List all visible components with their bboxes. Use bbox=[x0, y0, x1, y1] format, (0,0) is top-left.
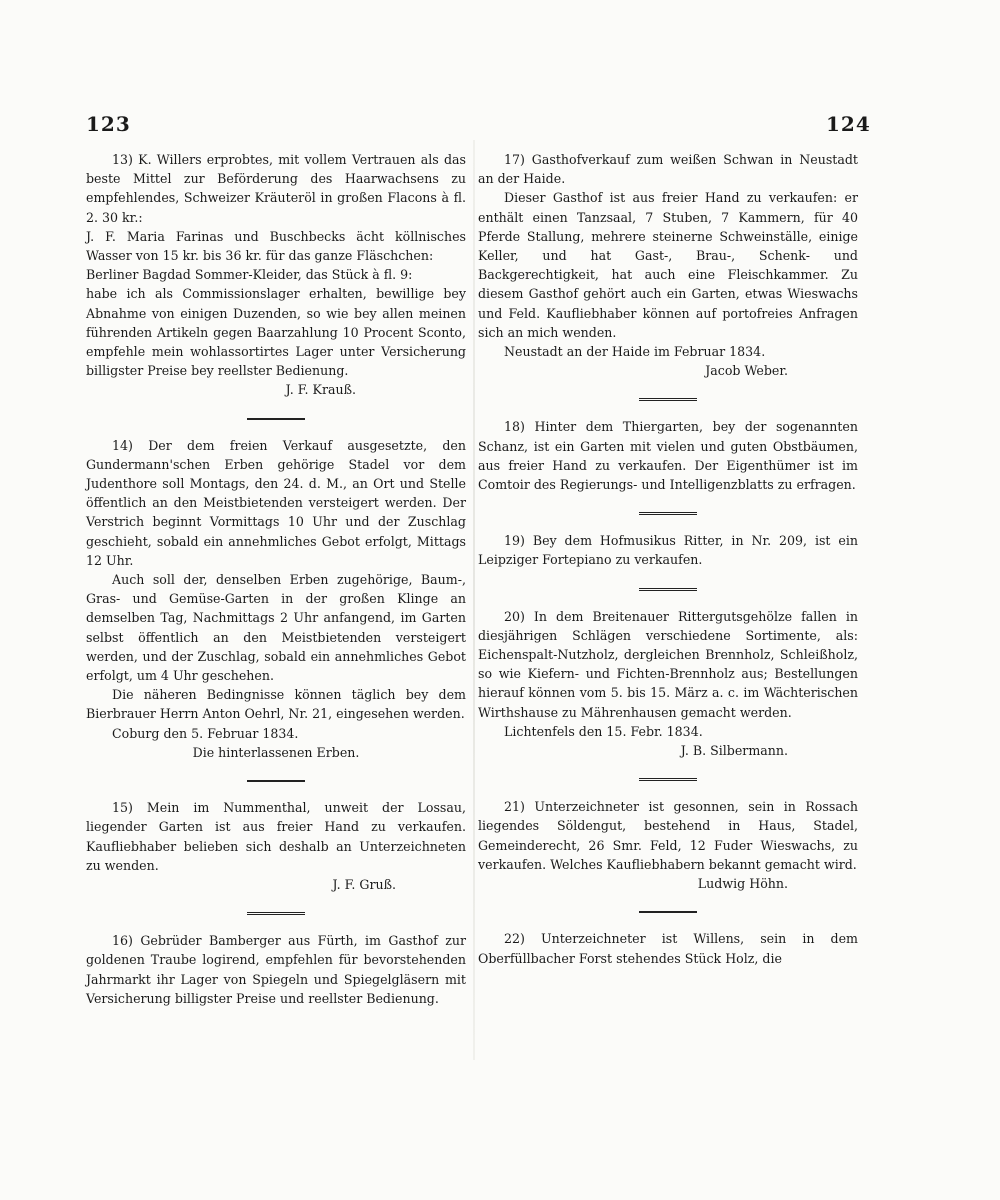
ad-signature: Die hinterlassenen Erben. bbox=[192, 744, 360, 760]
ad-signature: J. B. Silbermann. bbox=[680, 743, 788, 759]
ad-text: 21) Unterzeichneter ist gesonnen, sein in Rossach liegendes Söldengut, bestehend in Haus, Stadel, Gemeinderecht, 26 Smr. Feld, 12 Fuder Wieswachs, zu verkaufen. Welches Kaufliebhabern bekannt gemacht wird. bbox=[478, 799, 858, 872]
ad-text: 20) In dem Breitenauer Rittergutsgehölze fallen in diesjährigen Schlägen verschiedene Sortimente, als: Eichenspalt-Nutzholz, dergleichen Brennholz, Schleißholz, so wie Kiefern- und Fichten-Brennholz aus; Bestellungen hierauf können vom 5. bis 15. März a. c. im Wächterischen Wirthshause zu Mährenhausen gemacht werden. bbox=[478, 608, 858, 720]
ad-signature: Jacob Weber. bbox=[705, 363, 788, 379]
advertisement-20 bbox=[478, 607, 858, 761]
page-number-left: 123 bbox=[86, 112, 131, 136]
separator-rule bbox=[247, 912, 305, 915]
separator-rule bbox=[639, 398, 697, 401]
separator-rule bbox=[639, 512, 697, 515]
advertisement-19 bbox=[478, 531, 858, 569]
ad-text: 14) Der dem freien Verkauf ausgesetzte, den Gundermann'schen Erben gehörige Stadel vor dem Judenthore soll Montags, den 24. d. M., an Ort und Stelle öffentlich an den Meistbietenden versteigert werden. Der Verstrich beginnt Vormittags 10 Uhr und der Zuschlag geschieht, sobald ein annehmliches Gebot erfolgt, Mittags 12 Uhr. bbox=[86, 437, 466, 568]
separator-rule bbox=[639, 911, 697, 913]
ad-text: habe ich als Commissionslager erhalten, bewillige bey Abnahme von einigen Duzenden, so wie bey allen meinen führenden Artikeln gegen Baarzahlung 10 Procent Sconto, empfehle mein wohlassortirtes Lager unter Versicherung billigster Preise bey reellster Bedienung. bbox=[86, 286, 466, 379]
ad-text: 22) Unterzeichneter ist Willens, sein in dem Oberfüllbacher Forst stehendes Stück Holz, die bbox=[478, 931, 858, 966]
right-column bbox=[478, 150, 858, 968]
left-column bbox=[86, 150, 466, 1008]
ad-signature: Ludwig Höhn. bbox=[697, 876, 788, 892]
ad-text: J. F. Maria Farinas und Buschbecks ächt köllnisches Wasser von 15 kr. bis 36 kr. für das ganze Fläschchen: bbox=[86, 228, 466, 264]
advertisement-18 bbox=[478, 417, 858, 494]
ad-signature: J. F. Gruß. bbox=[332, 876, 396, 892]
ad-text: Die näheren Bedingnisse können täglich bey dem Bierbrauer Herrn Anton Oehrl, Nr. 21, eingesehen werden. bbox=[86, 687, 466, 722]
ad-text: Berliner Bagdad Sommer-Kleider, das Stück à fl. 9: bbox=[86, 267, 413, 283]
ad-heading: 17) Gasthofverkauf zum weißen Schwan in Neustadt an der Haide. bbox=[478, 152, 858, 187]
ad-text: 13) K. Willers erprobtes, mit vollem Vertrauen als das beste Mittel zur Beförderung des Haarwachsens zu empfehlendes, Schweizer Kräuteröl in großen Flacons à fl. 2. 30 kr.: bbox=[86, 152, 466, 225]
separator-rule bbox=[247, 780, 305, 782]
ad-place-date: Coburg den 5. Februar 1834. bbox=[112, 725, 299, 741]
advertisement-22 bbox=[478, 929, 858, 967]
page-fold-shadow bbox=[473, 140, 475, 1060]
advertisement-15 bbox=[86, 798, 466, 894]
ad-text: Dieser Gasthof ist aus freier Hand zu verkaufen: er enthält einen Tanzsaal, 7 Stuben, 7 Kammern, für 40 Pferde Stallung, mehrere steinerne Schweinställe, einige Keller, und hat Gast-, Brau-, Schenk- und Backgerechtigkeit, hat auch eine Fleischkammer. Zu diesem Gasthof gehört auch ein Garten, etwas Wieswachs und Feld. Kaufliebhaber können auf portofreies Anfragen sich an mich wenden. bbox=[478, 190, 858, 340]
separator-rule bbox=[639, 778, 697, 781]
ad-place-date: Lichtenfels den 15. Febr. 1834. bbox=[504, 723, 703, 739]
ad-text: 15) Mein im Nummenthal, unweit der Lossau, liegender Garten ist aus freier Hand zu verkaufen. Kaufliebhaber belieben sich deshalb an Unterzeichneten zu wenden. bbox=[86, 800, 466, 873]
page-number-right: 124 bbox=[826, 112, 871, 136]
ad-signature: J. F. Krauß. bbox=[285, 382, 356, 398]
ad-text: 16) Gebrüder Bamberger aus Fürth, im Gasthof zur goldenen Traube logirend, empfehlen für bevorstehenden Jahrmarkt ihr Lager von Spiegeln und Spiegelgläsern mit Versicherung billigster Preise und reellster Bedienung. bbox=[86, 933, 466, 1006]
ad-text: 19) Bey dem Hofmusikus Ritter, in Nr. 209, ist ein Leipziger Fortepiano zu verkaufen. bbox=[478, 533, 858, 568]
advertisement-21 bbox=[478, 797, 858, 893]
ad-text: Auch soll der, denselben Erben zugehörige, Baum-, Gras- und Gemüse-Garten in der großen Klinge an demselben Tag, Nachmittags 2 Uhr anfangend, im Garten selbst öffentlich an den Meistbietenden versteigert werden, und der Zuschlag, sobald ein annehmliches Gebot erfolgt, um 4 Uhr geschehen. bbox=[86, 572, 466, 684]
ad-place-date: Neustadt an der Haide im Februar 1834. bbox=[504, 344, 766, 360]
ad-text: 18) Hinter dem Thiergarten, bey der sogenannten Schanz, ist ein Garten mit vielen und guten Obstbäumen, aus freier Hand zu verkaufen. Der Eigenthümer ist im Comtoir des Regierungs- und Intelligenzblatts zu erfragen. bbox=[478, 419, 858, 493]
advertisement-14 bbox=[86, 436, 466, 762]
advertisement-17 bbox=[478, 150, 858, 380]
separator-rule bbox=[639, 588, 697, 591]
advertisement-13 bbox=[86, 150, 466, 400]
advertisement-16 bbox=[86, 931, 466, 1008]
separator-rule bbox=[247, 418, 305, 420]
